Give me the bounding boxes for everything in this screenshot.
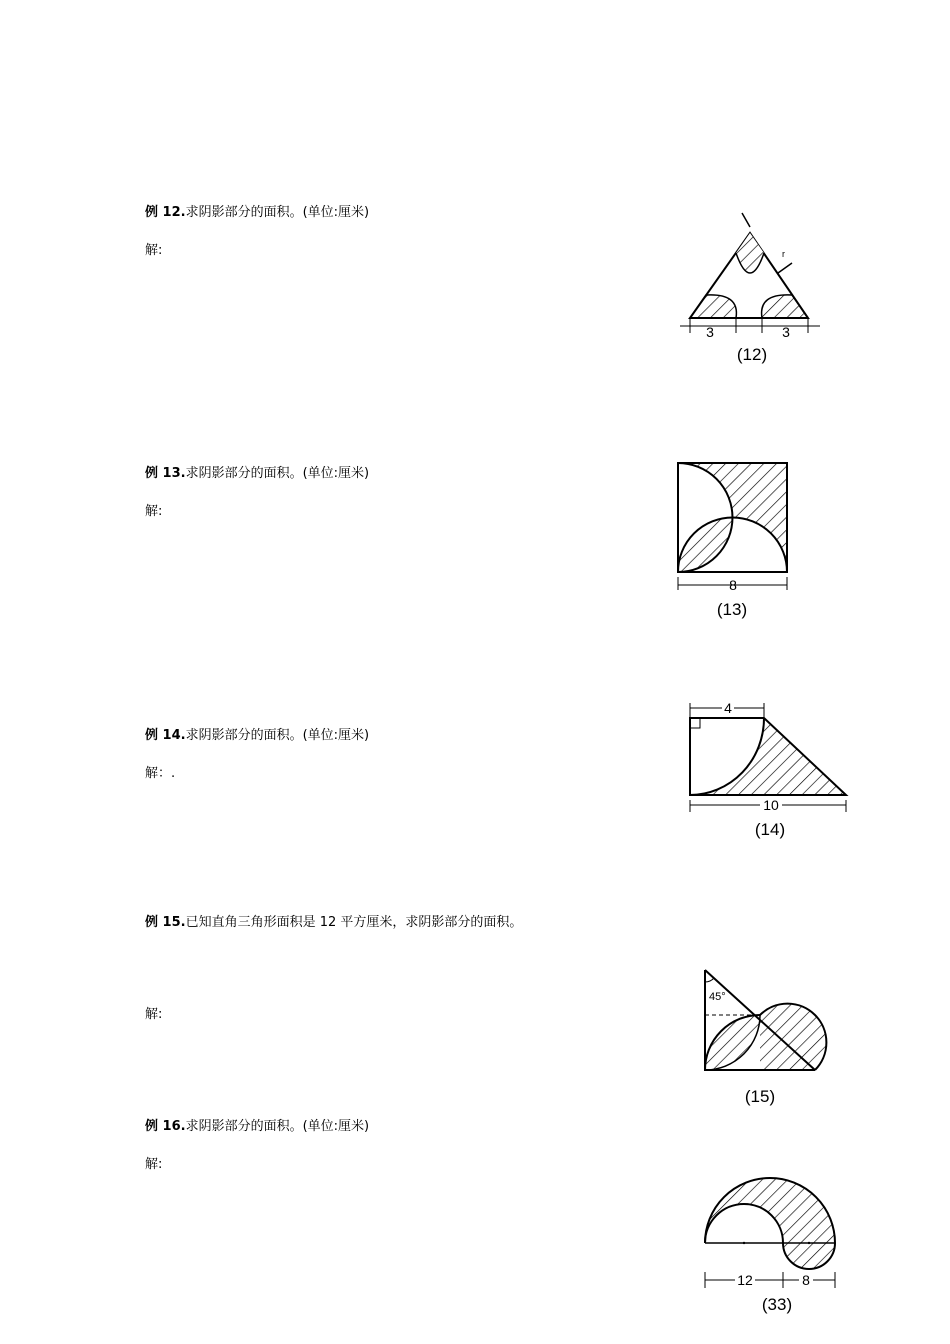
problem-16-title [145, 1115, 369, 1134]
figure-caption: (12) [736, 345, 768, 364]
problem-number: 例 16. [145, 1119, 186, 1134]
figure-caption: (14) [754, 820, 786, 839]
solution-label: 解：. [145, 766, 176, 781]
problem-text: 求阴影部分的面积。(单位:厘米) [185, 466, 370, 481]
problem-15-title [145, 911, 522, 930]
solution-label: 解: [145, 1157, 163, 1172]
problem-text: 求阴影部分的面积。(单位:厘米) [185, 1119, 370, 1134]
problem-13-title [145, 462, 369, 481]
problem-text: 求阴影部分的面积。(单位:厘米) [185, 205, 370, 220]
problem-text: 已知直角三角形面积是 12 平方厘米，求阴影部分的面积。 [185, 915, 523, 930]
figure-caption: (13) [716, 600, 748, 619]
figure-caption: (33) [761, 1295, 793, 1314]
figure-13 [670, 455, 800, 625]
problem-number: 例 12. [145, 205, 186, 220]
problem-text: 求阴影部分的面积。(单位:厘米) [185, 728, 370, 743]
dim-right: 3 [782, 324, 790, 340]
dim-top: 4 [724, 700, 732, 716]
figure-caption: (15) [744, 1087, 776, 1106]
problem-number: 例 15. [145, 915, 186, 930]
problem-number: 例 13. [145, 466, 186, 481]
problem-14-title [145, 724, 369, 743]
figure-16 [695, 1170, 845, 1320]
problem-12-title [145, 201, 369, 220]
dim-left: 3 [706, 324, 714, 340]
dim-left: 12 [737, 1272, 753, 1288]
figure-14 [680, 700, 855, 845]
dim-bottom: 8 [729, 577, 737, 593]
angle-label: 45° [709, 991, 726, 1003]
dim-right: 8 [802, 1272, 810, 1288]
dim-bottom: 10 [763, 797, 779, 813]
solution-label: 解: [145, 504, 163, 519]
problem-number: 例 14. [145, 728, 186, 743]
figure-12 [670, 205, 840, 375]
solution-label: 解: [145, 243, 163, 258]
solution-label: 解: [145, 1007, 163, 1022]
radius-label: r [782, 249, 785, 259]
figure-15 [695, 960, 825, 1110]
